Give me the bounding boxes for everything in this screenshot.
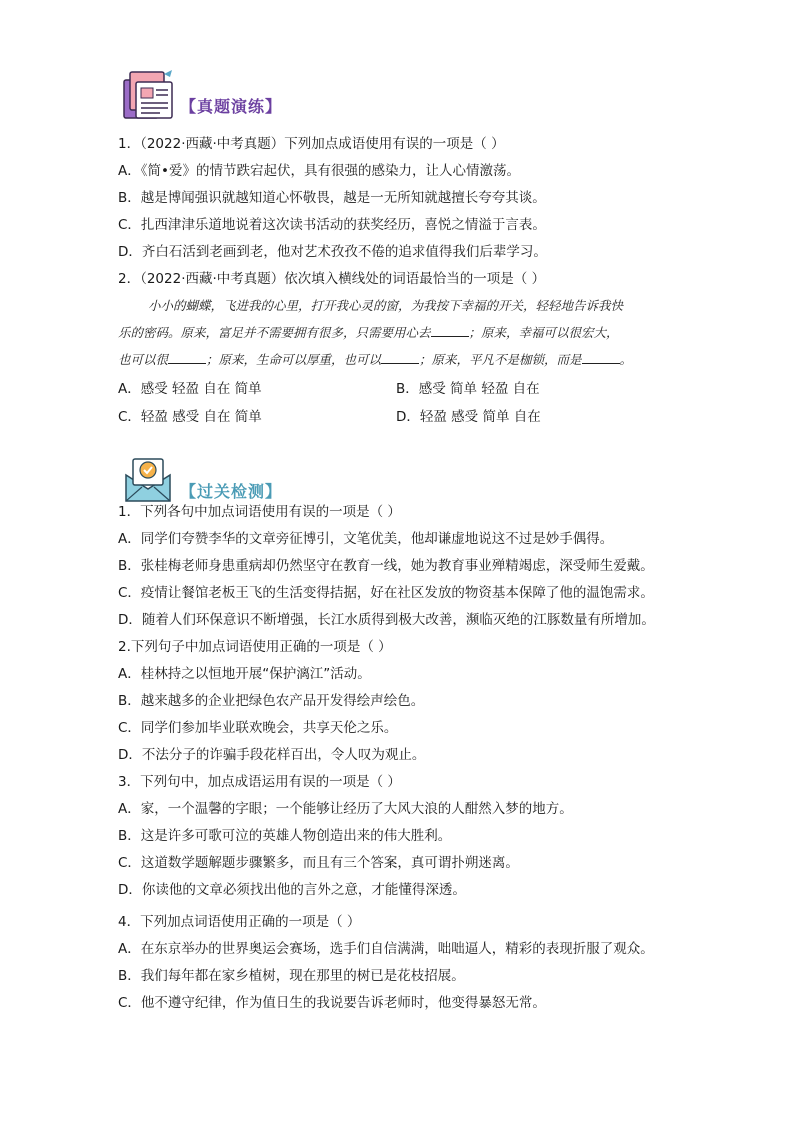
option-b: B．这是许多可歌可泣的英雄人物创造出来的伟大胜利。: [118, 828, 452, 844]
option-c: C．疫情让餐馆老板王飞的生活变得拮据，好在社区发放的物资基本保障了他的温饱需求。: [118, 585, 654, 601]
section-title: 【过关检测】: [180, 482, 283, 501]
option-c: C．轻盈 感受 自在 简单: [118, 409, 262, 425]
option-c: C．他不遵守纪律，作为值日生的我说要告诉老师时，他变得暴怒无常。: [118, 995, 546, 1011]
option-a: A．在东京举办的世界奥运会赛场，选手们自信满满，咄咄逼人，精彩的表现折服了观众。: [118, 941, 654, 957]
passage-line: 小小的蝴蝶，飞进我的心里，打开我心灵的窗，为我按下幸福的开关，轻轻地告诉我快: [148, 298, 624, 313]
option-d: D．齐白石活到老画到老，他对艺术孜孜不倦的追求值得我们后辈学习。: [118, 244, 547, 260]
fill-blank: [582, 351, 620, 364]
passage-text: ；原来，平凡不是枷锁，而是: [419, 352, 582, 367]
passage-line: [118, 324, 619, 342]
option-b: B．我们每年都在家乡植树，现在那里的树已是花枝招展。: [118, 968, 465, 984]
fill-blank: [168, 351, 206, 364]
passage-text: 乐的密码。原来，富足并不需要拥有很多，只需要用心去: [118, 325, 431, 340]
option-a: A．《简•爱》的情节跌宕起伏，具有很强的感染力，让人心情激荡。: [118, 163, 520, 179]
passage-text: ；原来，幸福可以很宏大，: [468, 325, 619, 340]
envelope-check-icon: [122, 455, 174, 505]
passage-text: 。: [619, 352, 633, 367]
question-stem: 1．（2022·西藏·中考真题）下列加点成语使用有误的一项是（ ）: [118, 136, 505, 152]
section-title: 【真题演练】: [180, 97, 283, 116]
option-c: C．这道数学题解题步骤繁多，而且有三个答案，真可谓扑朔迷离。: [118, 855, 519, 871]
question-stem: 2．（2022·西藏·中考真题）依次填入横线处的词语最恰当的一项是（ ）: [118, 271, 546, 287]
option-d: D．不法分子的诈骗手段花样百出，令人叹为观止。: [118, 747, 426, 763]
option-a: A．家，一个温馨的字眼；一个能够让经历了大风大浪的人酣然入梦的地方。: [118, 801, 573, 817]
question-stem: 4．下列加点词语使用正确的一项是（ ）: [118, 914, 361, 930]
option-b: B．越来越多的企业把绿色农产品开发得绘声绘色。: [118, 693, 425, 709]
section-header-exam-practice: [120, 68, 380, 124]
option-d: D．你读他的文章必须找出他的言外之意，才能懂得深透。: [118, 882, 466, 898]
option-b: B．越是博闻强识就越知道心怀敬畏，越是一无所知就越擅长夸夸其谈。: [118, 190, 546, 206]
option-b: B．感受 简单 轻盈 自在: [396, 381, 540, 397]
option-c: C．同学们参加毕业联欢晚会，共享天伦之乐。: [118, 720, 398, 736]
option-a: A．感受 轻盈 自在 简单: [118, 381, 262, 397]
option-c: C．扎西津津乐道地说着这次读书活动的获奖经历，喜悦之情溢于言表。: [118, 217, 546, 233]
passage-text: ；原来，生命可以厚重，也可以: [206, 352, 382, 367]
option-b: B．张桂梅老师身患重病却仍然坚守在教育一线，她为教育事业殚精竭虑，深受师生爱戴。: [118, 558, 654, 574]
option-a: A．桂林持之以恒地开展“保护漓江”活动。: [118, 666, 371, 682]
option-d: D．随着人们环保意识不断增强，长江水质得到极大改善，濒临灭绝的江豚数量有所增加。: [118, 612, 655, 628]
newspaper-icon: [120, 68, 178, 122]
question-stem: 1．下列各句中加点词语使用有误的一项是（ ）: [118, 504, 401, 520]
fill-blank: [431, 324, 469, 337]
passage-text: 也可以很: [118, 352, 169, 367]
option-a: A．同学们夸赞李华的文章旁征博引，文笔优美，他却谦虚地说这不过是妙手偶得。: [118, 531, 614, 547]
question-stem: 3．下列句中，加点成语运用有误的一项是（ ）: [118, 774, 401, 790]
option-d: D．轻盈 感受 简单 自在: [396, 409, 541, 425]
fill-blank: [381, 351, 419, 364]
passage-line: [118, 351, 632, 369]
question-stem: 2.下列句子中加点词语使用正确的一项是（ ）: [118, 639, 392, 655]
